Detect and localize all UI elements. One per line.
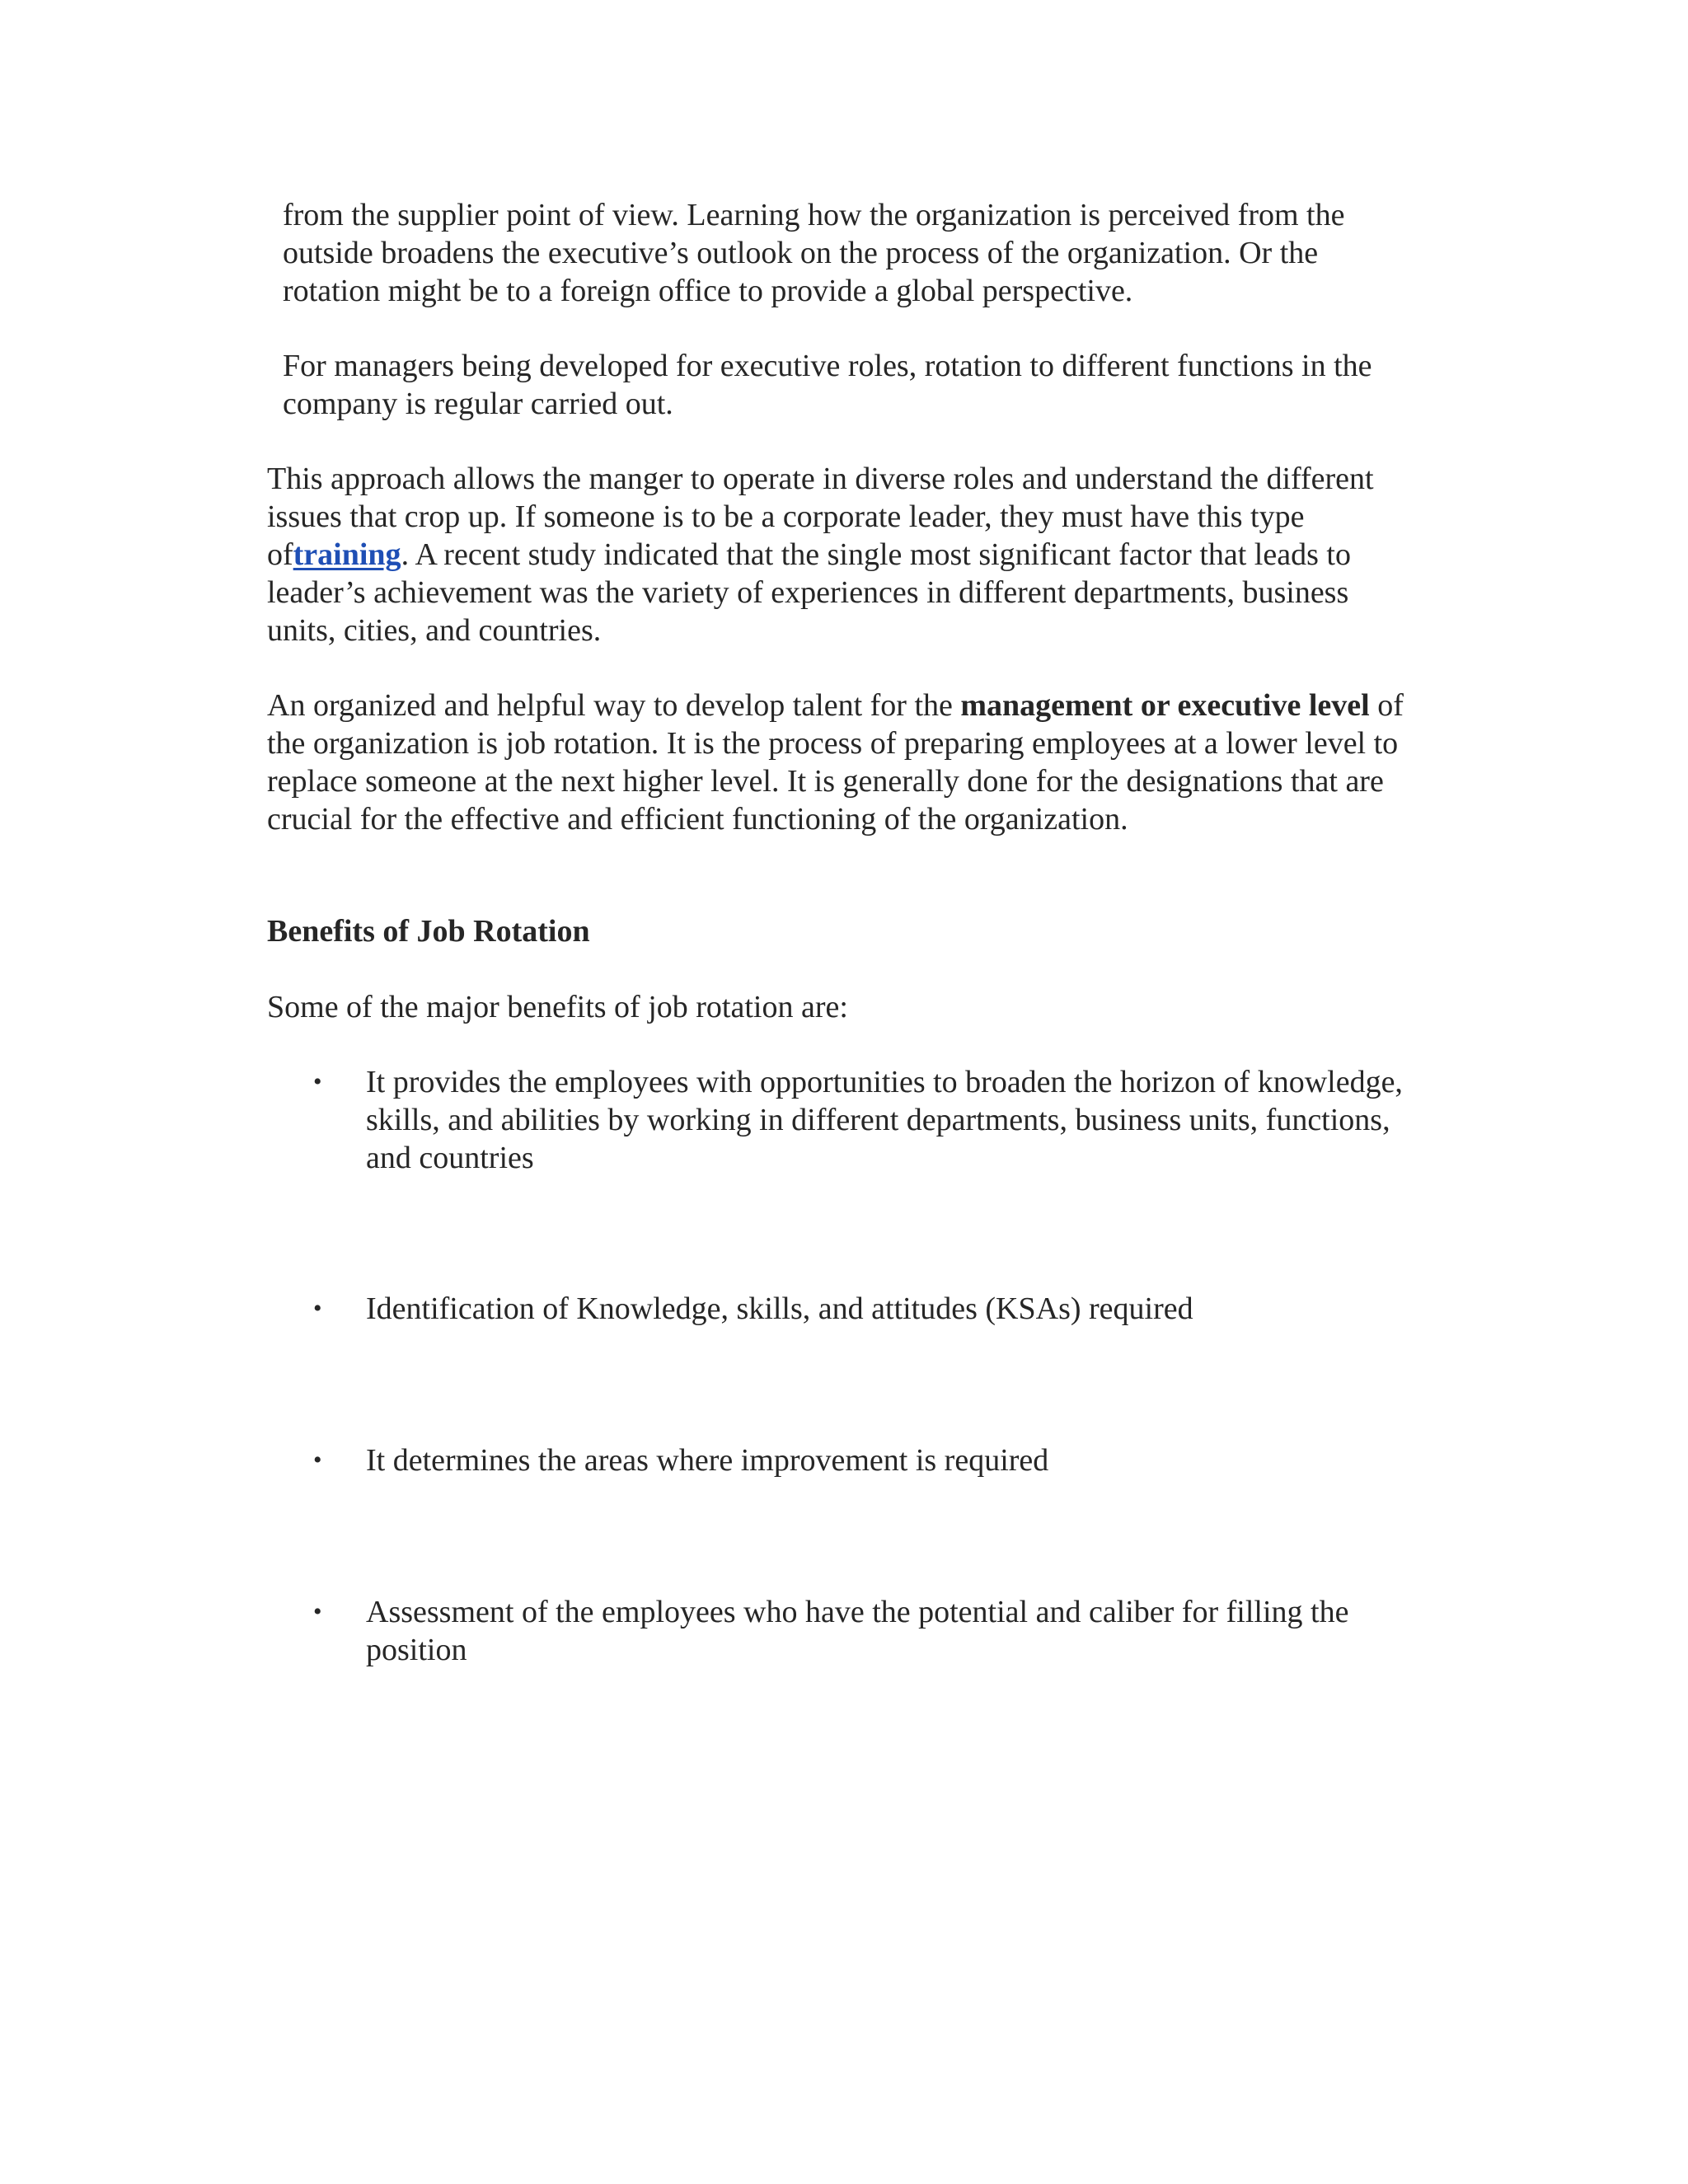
paragraph-approach <box>267 460 1413 649</box>
benefits-intro: Some of the major benefits of job rotation are: <box>267 990 848 1024</box>
bullet-icon: • <box>313 1295 322 1322</box>
bullet-icon: • <box>313 1598 322 1625</box>
list-item-text: It determines the areas where improvement is required <box>366 1443 1049 1478</box>
paragraph-managers-rotation: For managers being developed for executive roles, rotation to different functions in the company is regular carried out. <box>283 349 1372 421</box>
training-link[interactable]: training <box>293 537 401 572</box>
bullet-icon: • <box>313 1446 322 1474</box>
bullet-icon: • <box>313 1068 322 1095</box>
paragraph-approach-text-start: This approach allows the manger to operate in diverse roles and understand the different issues that crop up. If someone is to be a corporate leader, they must have this type of <box>267 462 1374 572</box>
paragraph-approach-text-end: . A recent study indicated that the single most significant factor that leads to leader’s achievement was the variety of experiences in different departments, business units, cities, and countries. <box>267 537 1351 648</box>
paragraph-organized-text-start: An organized and helpful way to develop talent for the <box>267 688 961 723</box>
paragraph-supplier-view: from the supplier point of view. Learning how the organization is perceived from the outside broadens the executive’s outlook on the process of the organization. Or the rotation might be to a foreign office to provide a global perspective. <box>283 198 1345 308</box>
management-executive-level-emphasis: management or executive level <box>960 688 1370 723</box>
list-item-text: It provides the employees with opportunities to broaden the horizon of knowledge, skills, and abilities by working in different departments, business units, functions, and countries <box>366 1065 1403 1175</box>
paragraph-organized-text-end: of the organization is job rotation. It is the process of preparing employees at a lower level to replace someone at the next higher level. It is generally done for the designations that are crucial for the effective and efficient functioning of the organization. <box>267 688 1404 837</box>
list-item-text: Identification of Knowledge, skills, and attitudes (KSAs) required <box>366 1291 1193 1326</box>
list-item-text: Assessment of the employees who have the potential and caliber for filling the position <box>366 1595 1349 1667</box>
paragraph-organized-way <box>267 687 1413 838</box>
section-heading: Benefits of Job Rotation <box>267 914 590 949</box>
